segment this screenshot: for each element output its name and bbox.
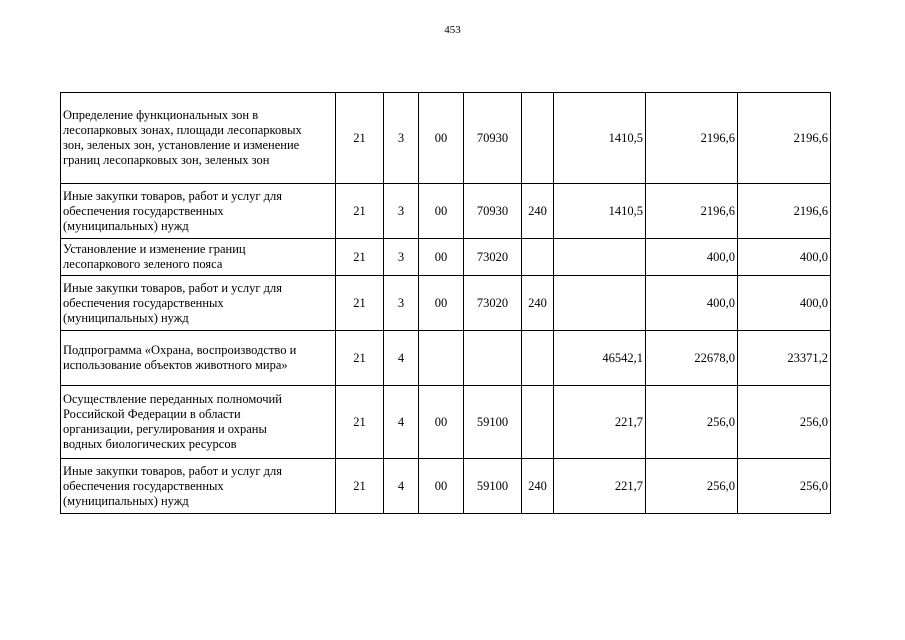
description-line: Осуществление переданных полномочий xyxy=(63,392,282,406)
code-cell xyxy=(522,331,554,386)
table-row xyxy=(61,93,831,184)
description-line: границ лесопарковых зон, зеленых зон xyxy=(63,153,270,167)
code-cell xyxy=(522,239,554,276)
table-row xyxy=(61,331,831,386)
table-row xyxy=(61,239,831,276)
code-cell: 4 xyxy=(384,386,419,459)
amount-cell: 2196,6 xyxy=(646,93,738,184)
row-description xyxy=(61,386,336,459)
code-cell: 70930 xyxy=(464,184,522,239)
amount-cell: 46542,1 xyxy=(554,331,646,386)
code-cell xyxy=(419,331,464,386)
amount-cell: 22678,0 xyxy=(646,331,738,386)
code-cell: 4 xyxy=(384,459,419,514)
code-cell: 59100 xyxy=(464,459,522,514)
row-description xyxy=(61,184,336,239)
code-cell xyxy=(464,331,522,386)
description-line: Определение функциональных зон в xyxy=(63,108,259,122)
page-number: 453 xyxy=(444,24,461,36)
description-line: водных биологических ресурсов xyxy=(63,437,237,451)
code-cell: 00 xyxy=(419,459,464,514)
description-line: организации, регулирования и охраны xyxy=(63,422,267,436)
row-description xyxy=(61,93,336,184)
code-cell: 21 xyxy=(336,331,384,386)
amount-cell: 1410,5 xyxy=(554,184,646,239)
amount-cell: 256,0 xyxy=(646,386,738,459)
code-cell: 240 xyxy=(522,459,554,514)
code-cell: 59100 xyxy=(464,386,522,459)
description-line: (муниципальных) нужд xyxy=(63,493,189,508)
amount-cell: 1410,5 xyxy=(554,93,646,184)
code-cell: 21 xyxy=(336,276,384,331)
description-line: использование объектов животного мира» xyxy=(63,358,288,372)
code-cell xyxy=(522,93,554,184)
code-cell: 21 xyxy=(336,386,384,459)
description-line: Иные закупки товаров, работ и услуг для xyxy=(63,463,283,478)
code-cell: 73020 xyxy=(464,276,522,331)
code-cell: 240 xyxy=(522,184,554,239)
table-row xyxy=(61,459,831,514)
table-row xyxy=(61,276,831,331)
code-cell: 3 xyxy=(384,184,419,239)
code-cell: 3 xyxy=(384,276,419,331)
table-row xyxy=(61,386,831,459)
table-row xyxy=(61,184,831,239)
code-cell: 4 xyxy=(384,331,419,386)
amount-cell xyxy=(554,239,646,276)
description-line: обеспечения государственных xyxy=(63,478,224,493)
amount-cell: 23371,2 xyxy=(738,331,831,386)
description-line: лесопарковых зонах, площади лесопарковых xyxy=(63,123,302,137)
amount-cell: 221,7 xyxy=(554,386,646,459)
description-line: лесопаркового зеленого пояса xyxy=(63,257,223,271)
code-cell: 70930 xyxy=(464,93,522,184)
code-cell: 21 xyxy=(336,239,384,276)
amount-cell: 2196,6 xyxy=(738,93,831,184)
budget-table xyxy=(60,92,831,514)
row-description xyxy=(61,239,336,276)
code-cell: 00 xyxy=(419,93,464,184)
description-line: (муниципальных) нужд xyxy=(63,310,189,325)
description-line: Установление и изменение границ xyxy=(63,242,246,256)
description-line: зон, зеленых зон, установление и изменение xyxy=(63,138,300,152)
code-cell: 00 xyxy=(419,184,464,239)
code-cell: 21 xyxy=(336,93,384,184)
description-line: Российской Федерации в области xyxy=(63,407,241,421)
description-line: обеспечения государственных xyxy=(63,203,224,218)
amount-cell: 400,0 xyxy=(738,239,831,276)
row-description xyxy=(61,459,336,514)
code-cell: 240 xyxy=(522,276,554,331)
amount-cell: 221,7 xyxy=(554,459,646,514)
amount-cell: 400,0 xyxy=(738,276,831,331)
amount-cell: 256,0 xyxy=(738,386,831,459)
row-description xyxy=(61,331,336,386)
code-cell: 21 xyxy=(336,184,384,239)
code-cell: 3 xyxy=(384,93,419,184)
row-description xyxy=(61,276,336,331)
description-line: Иные закупки товаров, работ и услуг для xyxy=(63,188,283,203)
amount-cell xyxy=(554,276,646,331)
code-cell: 3 xyxy=(384,239,419,276)
description-line: обеспечения государственных xyxy=(63,295,224,310)
amount-cell: 256,0 xyxy=(738,459,831,514)
description-line: (муниципальных) нужд xyxy=(63,218,189,233)
description-line: Иные закупки товаров, работ и услуг для xyxy=(63,280,283,295)
code-cell: 21 xyxy=(336,459,384,514)
code-cell: 73020 xyxy=(464,239,522,276)
amount-cell: 400,0 xyxy=(646,276,738,331)
amount-cell: 256,0 xyxy=(646,459,738,514)
code-cell xyxy=(522,386,554,459)
amount-cell: 2196,6 xyxy=(646,184,738,239)
code-cell: 00 xyxy=(419,239,464,276)
description-line: Подпрограмма «Охрана, воспроизводство и xyxy=(63,343,297,357)
amount-cell: 2196,6 xyxy=(738,184,831,239)
code-cell: 00 xyxy=(419,276,464,331)
code-cell: 00 xyxy=(419,386,464,459)
amount-cell: 400,0 xyxy=(646,239,738,276)
